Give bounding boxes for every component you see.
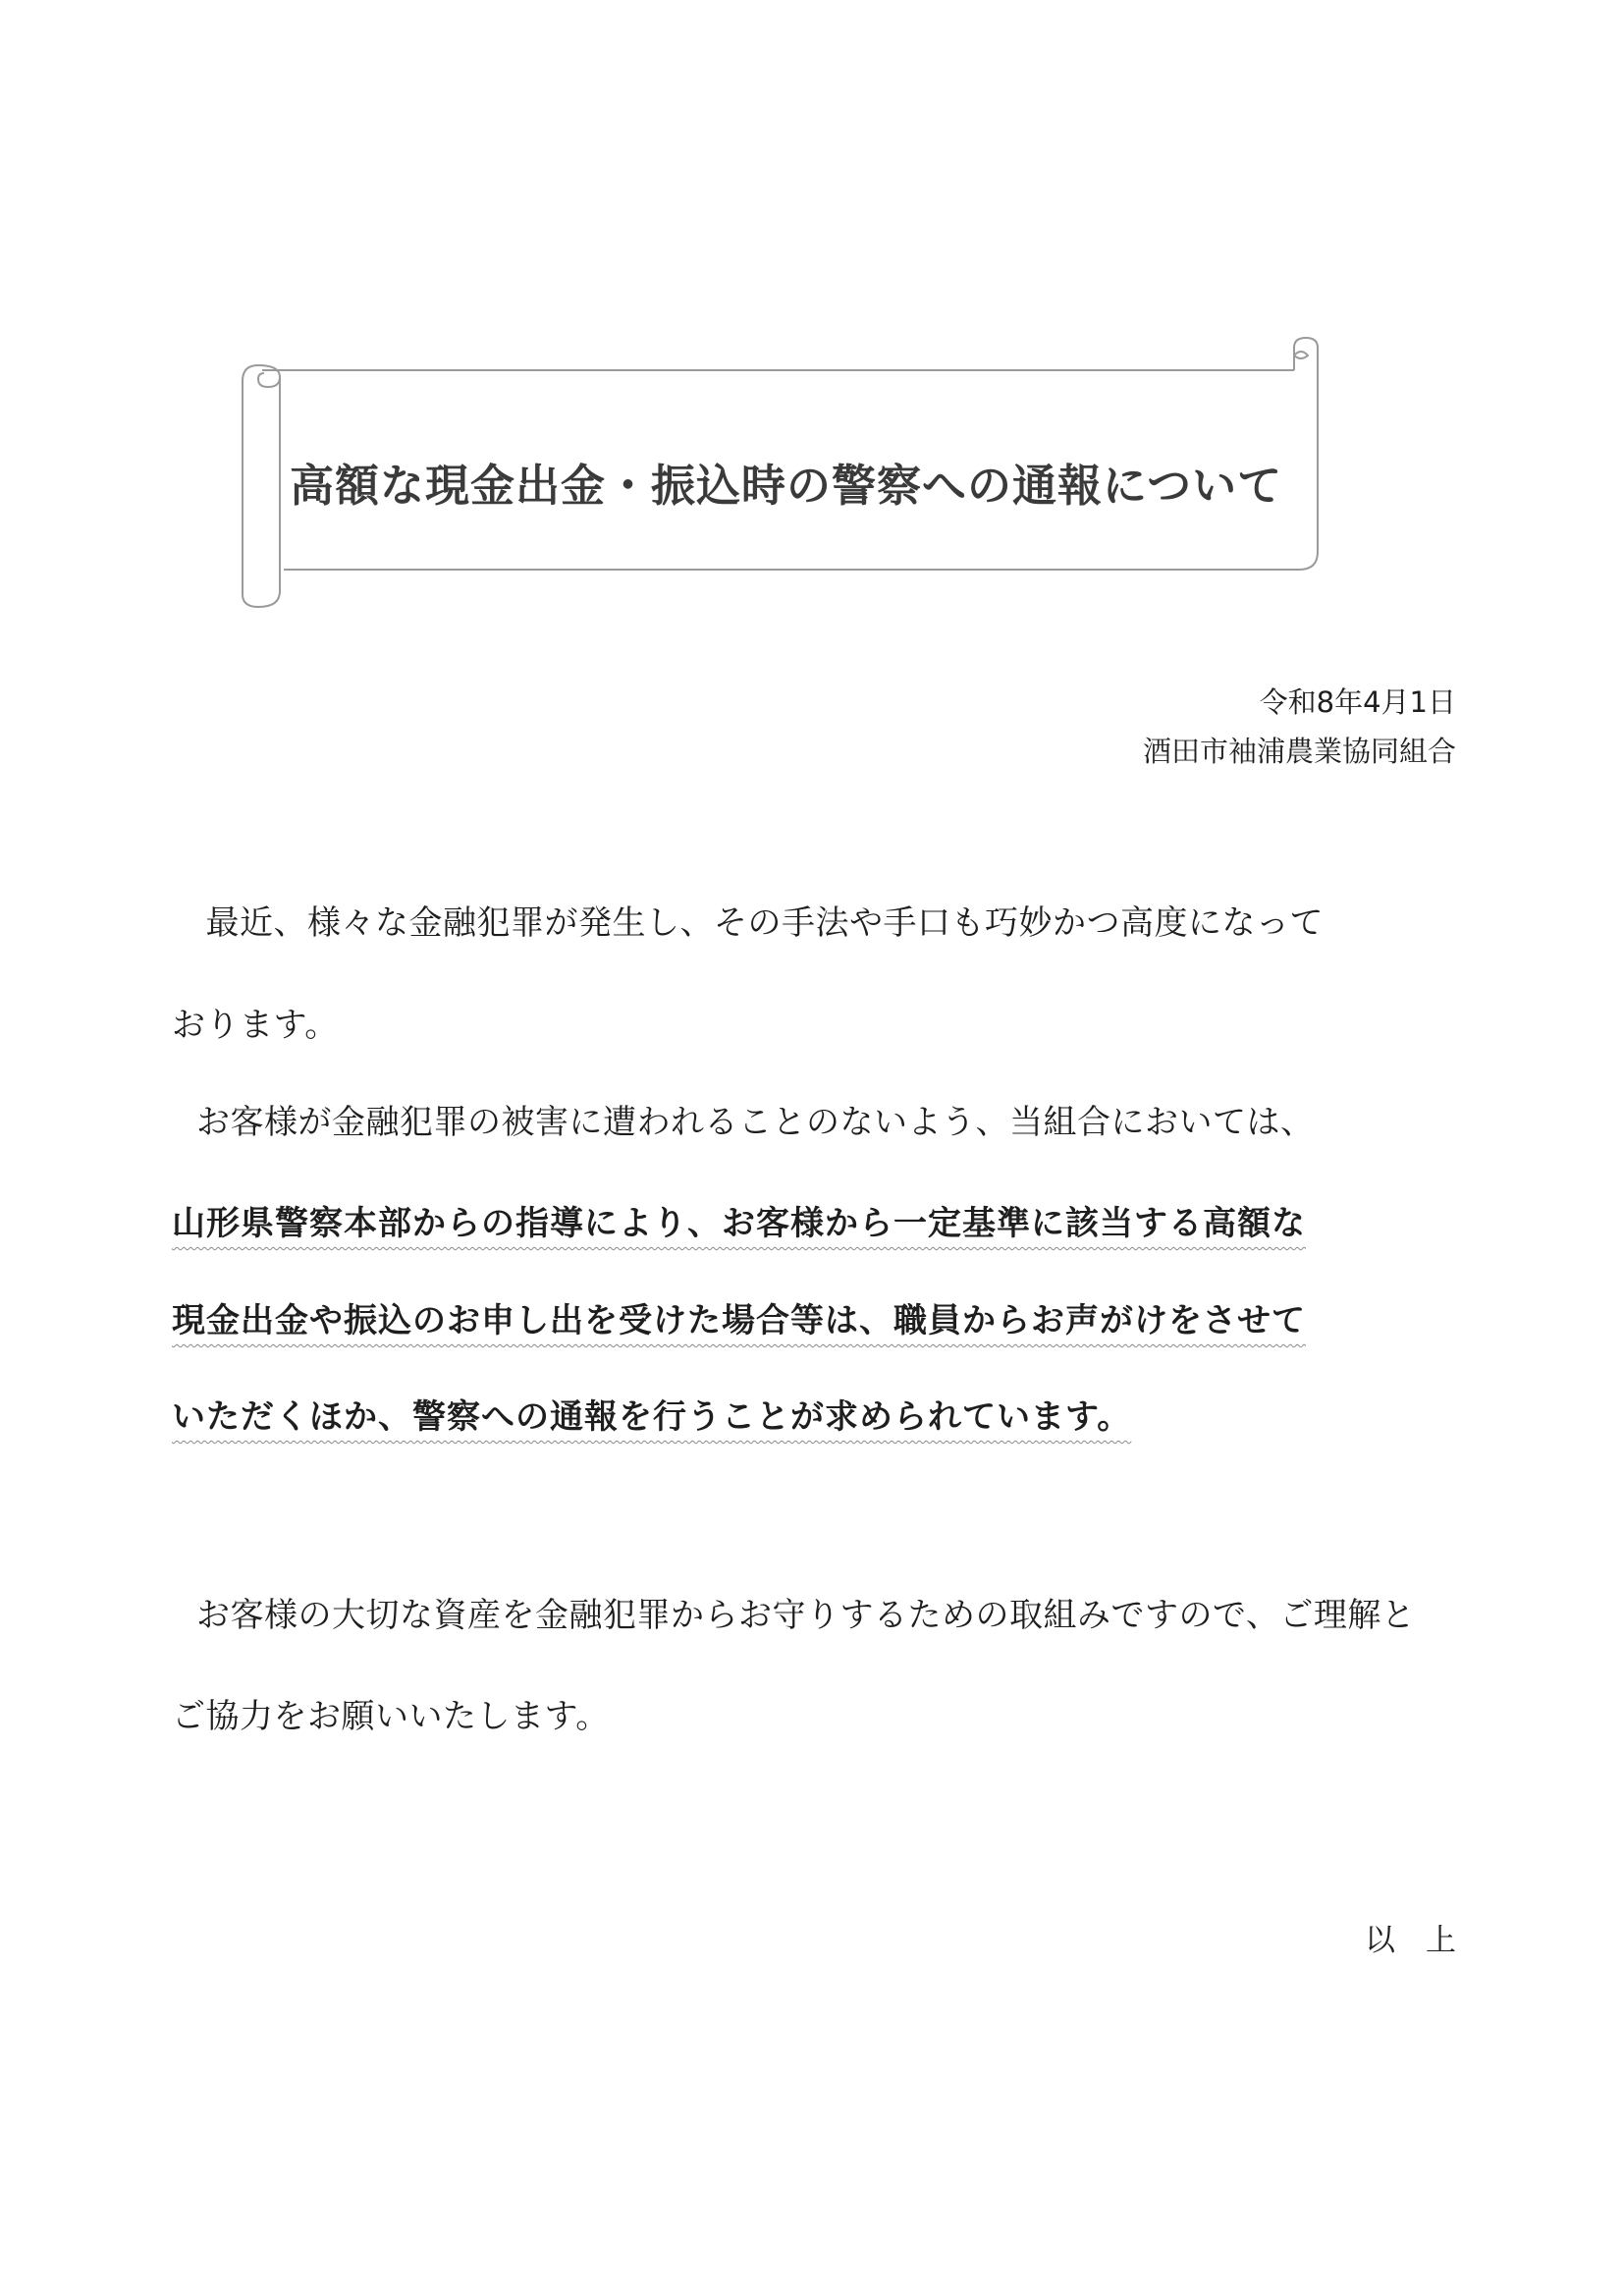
paragraph-2-line-4-emphasis: いただくほか、警察への通報を行うことが求められています。	[172, 1397, 1132, 1437]
paragraph-3-line-1: お客様の大切な資産を金融犯罪からお守りするための取組みですので、ご理解と	[196, 1596, 1416, 1635]
issuer-organization: 酒田市袖浦農業協同組合	[1142, 735, 1456, 768]
paragraph-3-line-2: ご協力をお願いいたします。	[172, 1697, 610, 1736]
paragraph-2-line-3-emphasis: 現金出金や振込のお申し出を受けた場合等は、職員からお声がけをさせて	[172, 1301, 1306, 1340]
title-scroll-banner	[231, 334, 1330, 609]
closing-mark: 以 上	[1365, 1923, 1456, 1958]
paragraph-1-line-2: おります。	[172, 1006, 339, 1045]
paragraph-2-line-1: お客様が金融犯罪の被害に遭われることのないよう、当組合においては、	[196, 1103, 1315, 1142]
page-title: 高額な現金出金・振込時の警察への通報について	[290, 460, 1283, 512]
document-meta	[1143, 678, 1456, 776]
paragraph-2-line-2-emphasis: 山形県警察本部からの指導により、お客様から一定基準に該当する高額な	[172, 1204, 1306, 1243]
issue-date: 令和8年4月1日	[1259, 685, 1456, 719]
paragraph-1-line-1: 最近、様々な金融犯罪が発生し、その手法や手口も巧妙かつ高度になって	[172, 903, 1324, 943]
